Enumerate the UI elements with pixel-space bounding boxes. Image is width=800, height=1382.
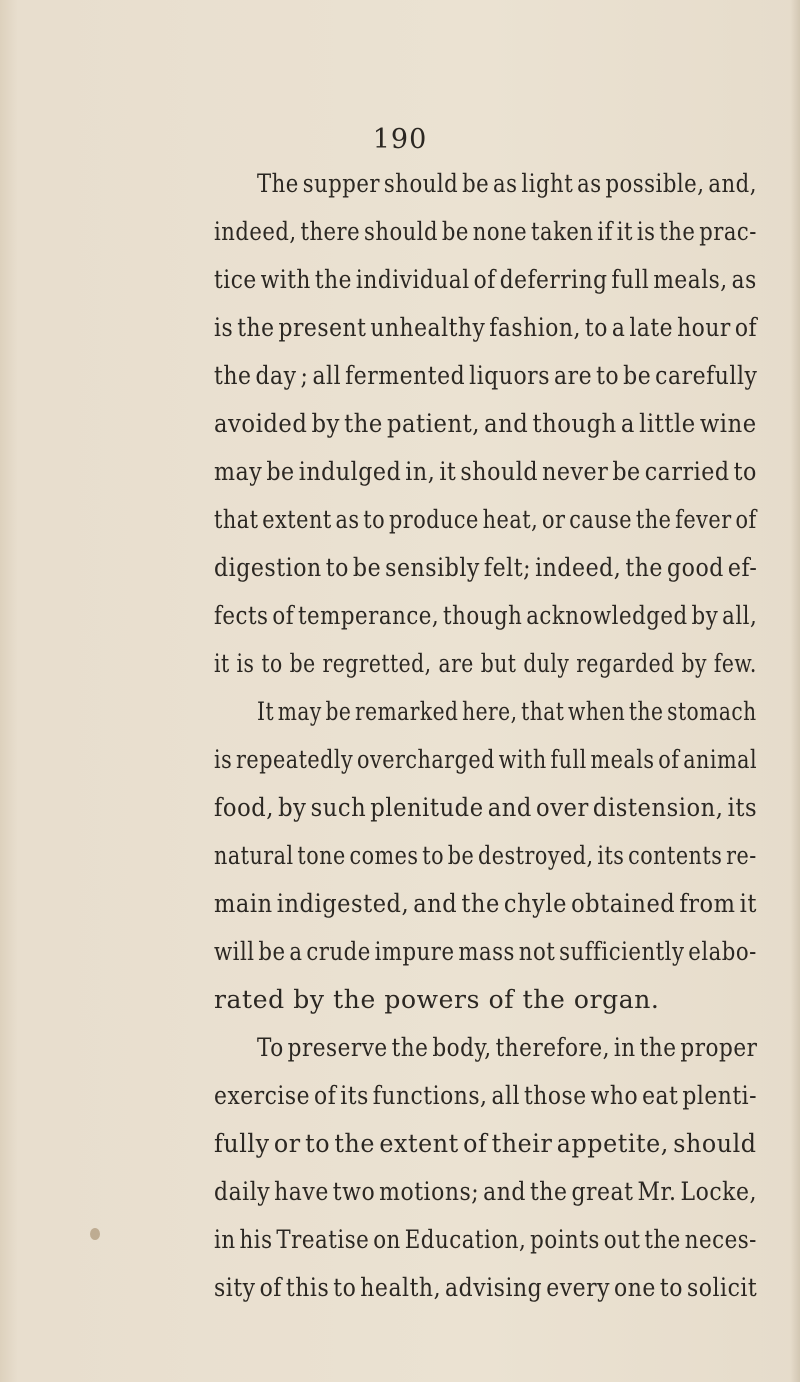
text-line: sity of this to health, advising every one to solicit xyxy=(214,1273,758,1302)
text-line: food, by such plenitude and over distension, its xyxy=(214,793,758,822)
text-line: fects of temperance, though acknowledged by all, xyxy=(214,601,758,630)
text-line: indeed, there should be none taken if it is the prac- xyxy=(214,217,757,246)
text-line: digestion to be sensibly felt; indeed, the good ef- xyxy=(214,553,758,582)
text-line: main indigested, and the chyle obtained from it xyxy=(214,889,757,918)
text-line: that extent as to produce heat, or cause the fever of xyxy=(214,505,757,534)
text-line: the day ; all fermented liquors are to be carefully xyxy=(214,361,758,390)
text-line: The supper should be as light as possible, and, xyxy=(257,169,757,198)
text-line: exercise of its functions, all those who eat plenti- xyxy=(214,1081,758,1110)
text-line: will be a crude impure mass not sufficiently elabo- xyxy=(214,937,757,966)
paper-stain xyxy=(90,1228,100,1240)
text-line: tice with the individual of deferring full meals, as xyxy=(214,265,757,294)
text-line: it is to be regretted, are but duly regarded by few. xyxy=(214,649,757,678)
page-edge-shadow xyxy=(790,0,800,1382)
text-line: To preserve the body, therefore, in the proper xyxy=(257,1033,758,1062)
text-line: rated by the powers of the organ. xyxy=(214,985,660,1014)
page-number: 190 xyxy=(372,124,428,155)
text-line: daily have two motions; and the great Mr. Locke, xyxy=(214,1177,757,1206)
text-line: in his Treatise on Education, points out the neces- xyxy=(214,1225,757,1254)
text-line: avoided by the patient, and though a little wine xyxy=(214,409,757,438)
text-line: is the present unhealthy fashion, to a late hour of xyxy=(214,313,758,342)
text-line: It may be remarked here, that when the stomach xyxy=(257,697,757,726)
text-line: fully or to the extent of their appetite, should xyxy=(214,1129,757,1158)
text-line: natural tone comes to be destroyed, its contents re- xyxy=(214,841,757,870)
text-line: may be indulged in, it should never be carried to xyxy=(214,457,757,486)
text-line: is repeatedly overcharged with full meals of animal xyxy=(214,745,758,774)
